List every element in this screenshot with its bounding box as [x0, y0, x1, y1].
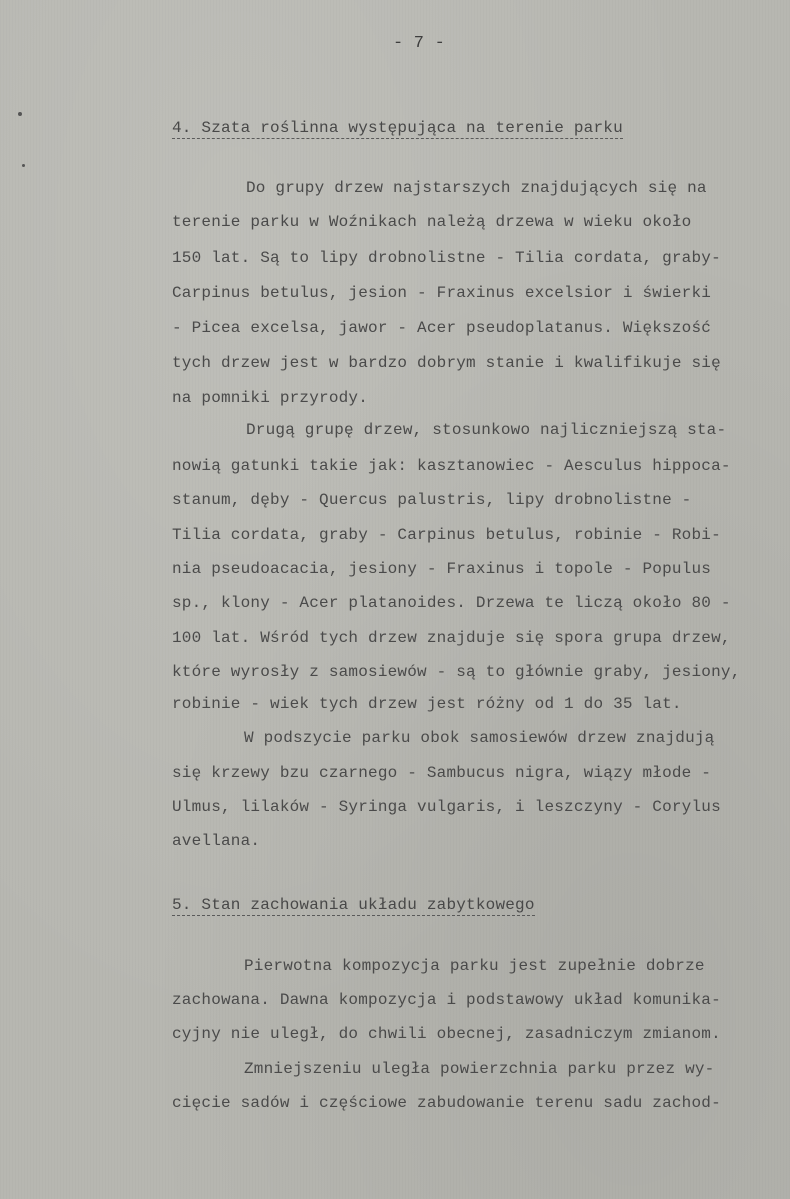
- section-5-line: zachowana. Dawna kompozycja i podstawowy układ komunika-: [172, 991, 721, 1009]
- section-4-line: stanum, dęby - Quercus palustris, lipy drobnolistne -: [172, 491, 692, 509]
- page-number: - 7 -: [393, 34, 446, 53]
- section-4-line: 150 lat. Są to lipy drobnolistne - Tilia cordata, graby-: [172, 249, 721, 267]
- section-5-heading: 5. Stan zachowania układu zabytkowego: [172, 896, 535, 914]
- section-4-line: tych drzew jest w bardzo dobrym stanie i kwalifikuje się: [172, 354, 721, 372]
- ink-speck: [22, 164, 25, 167]
- section-5-line: Pierwotna kompozycja parku jest zupełnie dobrze: [244, 957, 705, 975]
- section-4-line: na pomniki przyrody.: [172, 389, 369, 407]
- section-5-line: Zmniejszeniu uległa powierzchnia parku przez wy-: [244, 1060, 715, 1078]
- section-4-line: nowią gatunki takie jak: kasztanowiec - Aesculus hippoca-: [172, 457, 731, 475]
- section-4-line: Do grupy drzew najstarszych znajdujących się na: [246, 179, 707, 197]
- section-5-line: cięcie sadów i częściowe zabudowanie terenu sadu zachod-: [172, 1094, 721, 1112]
- section-4-line: robinie - wiek tych drzew jest różny od 1 do 35 lat.: [172, 695, 682, 713]
- section-4-line: W podszycie parku obok samosiewów drzew znajdują: [244, 729, 715, 747]
- section-4-heading: 4. Szata roślinna występująca na terenie parku: [172, 119, 623, 137]
- section-4-line: sp., klony - Acer platanoides. Drzewa te liczą około 80 -: [172, 594, 731, 612]
- section-4-line: terenie parku w Woźnikach należą drzewa w wieku około: [172, 213, 692, 231]
- section-4-line: 100 lat. Wśród tych drzew znajduje się spora grupa drzew,: [172, 629, 731, 647]
- section-4-line: avellana.: [172, 832, 261, 850]
- section-4-line: które wyrosły z samosiewów - są to głównie graby, jesiony,: [172, 663, 741, 681]
- section-4-line: Ulmus, lilaków - Syringa vulgaris, i leszczyny - Corylus: [172, 798, 721, 816]
- section-4-line: Carpinus betulus, jesion - Fraxinus excelsior i świerki: [172, 284, 712, 302]
- section-4-line: Tilia cordata, graby - Carpinus betulus, robinie - Robi-: [172, 526, 721, 544]
- ink-speck: [18, 112, 22, 116]
- section-5-line: cyjny nie uległ, do chwili obecnej, zasadniczym zmianom.: [172, 1025, 721, 1043]
- section-4-line: się krzewy bzu czarnego - Sambucus nigra, wiązy młode -: [172, 764, 712, 782]
- section-4-line: Drugą grupę drzew, stosunkowo najliczniejszą sta-: [246, 421, 727, 439]
- section-4-line: nia pseudoacacia, jesiony - Fraxinus i topole - Populus: [172, 560, 712, 578]
- section-4-line: - Picea excelsa, jawor - Acer pseudoplatanus. Większość: [172, 319, 712, 337]
